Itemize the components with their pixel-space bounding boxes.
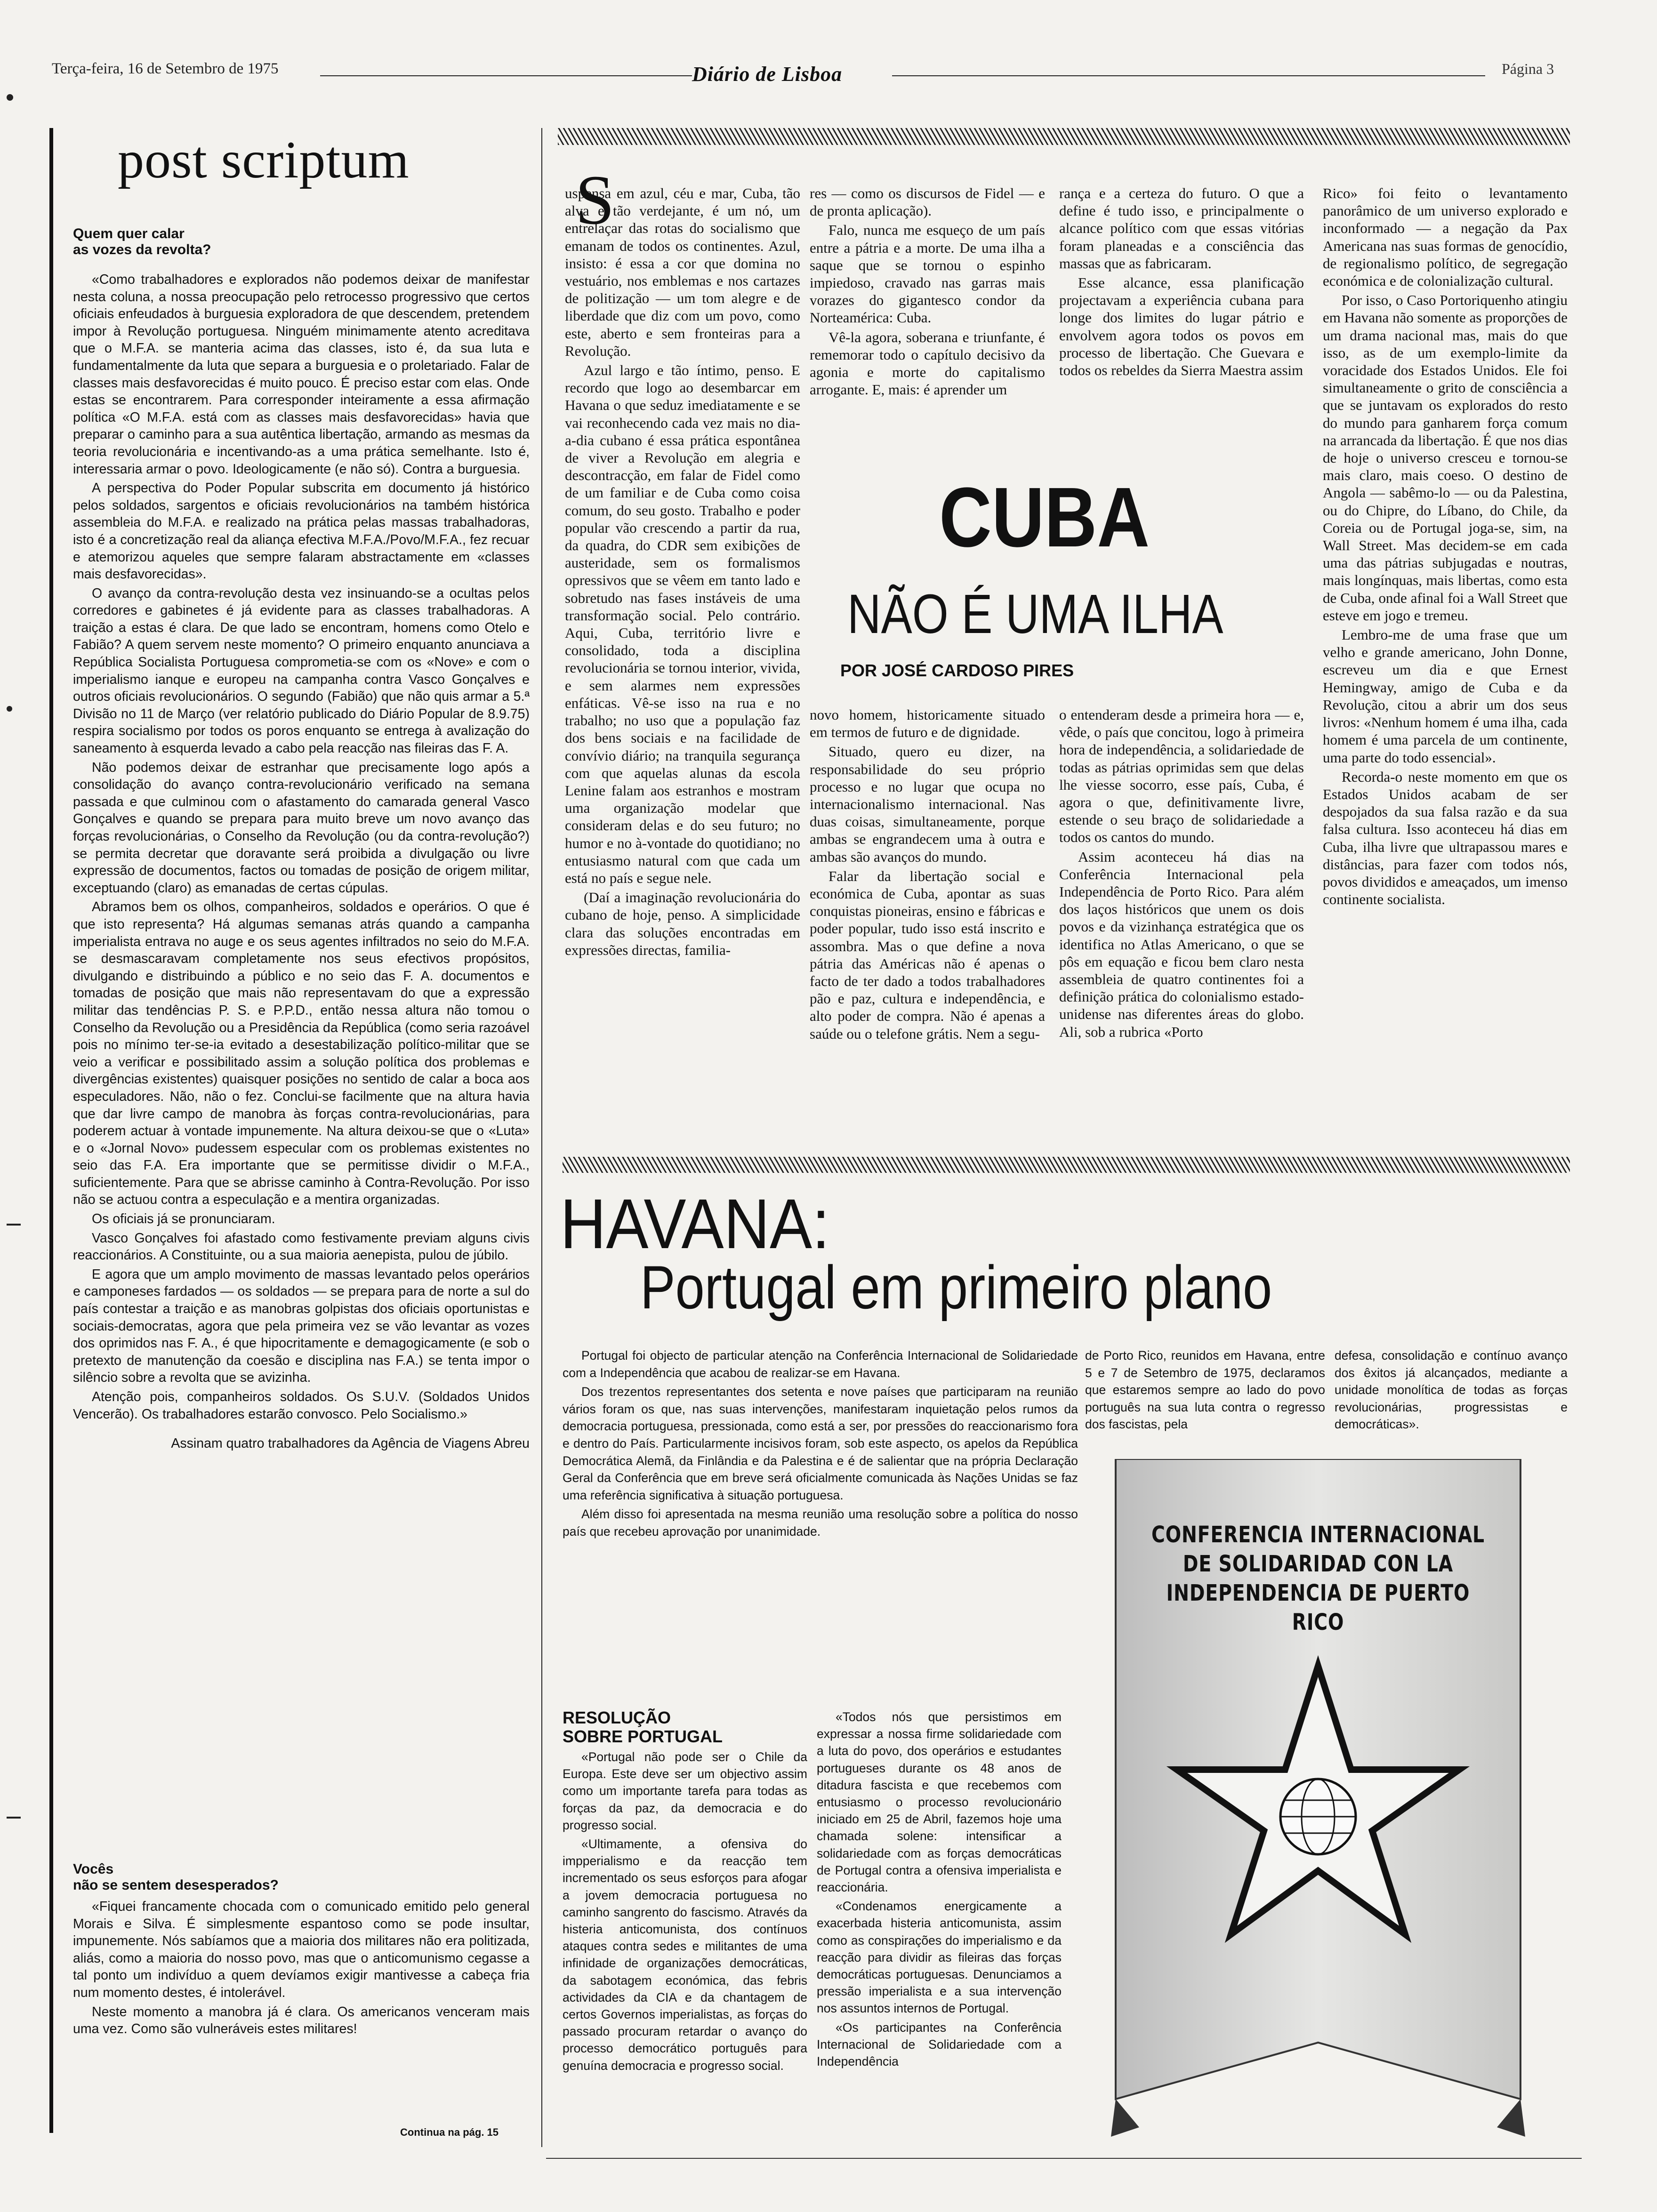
header-rule-right xyxy=(892,75,1485,76)
havana-intro xyxy=(563,1347,1078,1542)
paragraph: de Porto Rico, reunidos em Havana, entre 5 e 7 de Setembro de 1975, declaramos que estaremos sempre ao lado do povo português na sua luta contra o regresso dos fascistas, pela xyxy=(1085,1348,1325,1432)
paragraph: Não podemos deixar de estranhar que precisamente logo após a consolidação do avanço contra-revolucionário verificado na semana passada e que culminou com o afastamento do camarada general Vasco Gonçalves e quando se prepara para muito breve um novo avanço das forças revolucionárias, o Conselho da Revolução (ou da contra-revolução?) se permita decretar que doravante será proibida a divulgação ou livre expressão de documentos, factos ou tomadas de posição de origem militar, exceptuando (claro) as emanadas de certas cúpulas. xyxy=(73,760,530,896)
continued-note: Continua na pág. 15 xyxy=(400,2126,499,2138)
paragraph: «Os participantes na Conferência Internacional de Solidariedade com a Independência xyxy=(817,2020,1062,2069)
paragraph: «Condenamos energicamente a exacerbada histeria anticomunista, assim como as conspirações do imperialismo e da reacção para dividir as fileiras das forças democráticas portuguesas. Denunciamos a pressão imperialista e a sua intervenção nos assuntos internos de Portugal. xyxy=(817,1899,1062,2016)
paragraph: Os oficiais já se pronunciaram. xyxy=(92,1211,275,1227)
masthead: Diário de Lisboa xyxy=(692,63,843,86)
section-heading: não se sentem desesperados? xyxy=(73,1877,279,1893)
paragraph: Além disso foi apresentada na mesma reunião uma resolução sobre a política do nosso país que recebeu aprovação por unanimidade. xyxy=(563,1507,1078,1539)
cuba-subtitle: NÃO É UMA ILHA xyxy=(847,583,1223,645)
cuba-col-3-bottom xyxy=(1059,706,1304,1042)
havana-headline: HAVANA: xyxy=(560,1184,830,1263)
margin-mark xyxy=(7,1817,21,1819)
paragraph: novo homem, historicamente situado em termos de futuro e de dignidade. xyxy=(810,706,1045,741)
cuba-col-3-top xyxy=(1059,184,1304,381)
paragraph: Vasco Gonçalves foi afastado como festivamente previam alguns civis reaccionários. A Constituinte, ou a sua maioria aenepista, pulou de júbilo. xyxy=(73,1230,530,1263)
paragraph: «Ultimamente, a ofensiva do impperialismo e da reacção tem incrementado os seus esforços para afogar a jovem democracia portuguesa no caminho sangrento do fascismo. Através da histeria anticomunista, dos contínuos ataques contra sedes e militantes de uma infinidade de organizações democráticas, da sabotagem económica, das febris actividades da CIA e da chantagem de certos Governos imperialistas, as forças do passado procuram retardar o avanço do processo democrático português para genuína democracia e progresso social. xyxy=(563,1837,807,2073)
margin-mark xyxy=(7,706,12,712)
resolution-heading xyxy=(563,1708,817,1746)
paragraph: A perspectiva do Poder Popular subscrita em documento já histórico pelos soldados, sargentos e oficiais revolucionários na também histórica assembleia do M.F.A. e realizado na prática pelas massas trabalhadoras, isto é a concretização real da aliança efectiva M.F.A./Povo/M.F.A., fez recuar e atemorizou aqueles que sempre falaram abstractamente em «classes mais desfavorecidas». xyxy=(73,481,530,582)
paragraph: Azul largo e tão íntimo, penso. E recordo que logo ao desembarcar em Havana o que seduz imediatamente e se vai reconhecendo cada vez mais no dia-a-dia cubano é essa prática espontânea de viver a Revolução em alegria e descontracção, em falar de Fidel como de um familiar e de Cuba como coisa comum, do seu gosto. Trabalho e poder popular vão crescendo a partir da rua, da quadra, do CDR sem exibições de austeridade, sem os formalismos opressivos que se vêem em tanto lado e sobretudo nas fases instáveis de uma transformação social. Pelo contrário. Aqui, Cuba, território livre e consolidado, toda a disciplina revolucionária se tornou interior, vivida, e sem alarmes nem expressões enfáticas. Vê-se isso na rua e no trabalho; no uso que a população faz dos bens sociais e na facilidade de convívio diário; na tranquila segurança com que aquelas alunas da escola Lenine falam aos estranhos e mostram uma organização modelar que consideram delas e do seu futuro; no humor e no à-vontade do quotidiano; no entusiasmo natural com que cada um está no país e segue nele. xyxy=(565,362,800,886)
paragraph: Neste momento a manobra já é clara. Os americanos venceram mais uma vez. Como são vulneráveis estes militares! xyxy=(73,2004,530,2037)
paragraph: Falo, nunca me esqueço de um país entre a pátria e a morte. De uma ilha a saque que se tornou o espinho impiedoso, cravado nas garras mais vorazes do gigantesco condor da Norteamérica: Cuba. xyxy=(810,222,1045,326)
paragraph: uspensa em azul, céu e mar, Cuba, tão alva e tão verdejante, é um nó, um entrelaçar das rotas do socialismo que emanam de todos os continentes. Azul, insisto: é essa a cor que domina no vestuário, nos emblemas e nos cartazes de politização — um tom alegre e de liberdade que diz com um povo, como este, aberto e sem fronteiras para a Revolução. xyxy=(565,185,800,359)
margin-mark xyxy=(7,1224,21,1226)
cuba-col-2-bottom xyxy=(810,706,1045,1044)
decorative-band-middle xyxy=(563,1157,1570,1173)
column-divider xyxy=(541,128,542,2147)
paragraph: Por isso, o Caso Portoriquenho atingiu em Havana não somente as proporções de um drama nacional mas, mais do que isso, as de um exemplo-limite da voracidade dos Estados Unidos. Ele foi simultaneamente o grito de consciência a que se juntavam os explorados do resto do mundo para ganharem força comum na arrancada da libertação. É que nos dias de hoje o universo cresceu e tornou-se mais claro, mais coeso. O destino de Angola — sabêmo-lo — ou da Palestina, ou do Chipre, do Líbano, do Chile, da Coreia ou de Portugal joga-se, sim, na Wall Street. Mas decidem-se em cada uma das pátrias subjugadas e noutras, mais longínquas, mais libertas, como esta de Cuba, onde afinal foi a Wall Street que esteve em jogo e tremeu. xyxy=(1323,292,1568,624)
header-rule-left xyxy=(320,75,692,76)
cuba-byline: POR JOSÉ CARDOSO PIRES xyxy=(840,661,1074,680)
post-scriptum-section-2 xyxy=(73,1861,530,2040)
resolution-heading-line: RESOLUÇÃO xyxy=(563,1708,671,1727)
paragraph: «Como trabalhadores e explorados não podemos deixar de manifestar nesta coluna, a nossa preocupação pelo retrocesso progressivo que certos oficiais enfeudados à burguesia exploradora de que descendem, pretendem impor à Revolução portuguesa. Ninguém minimamente atento acreditava que o M.F.A. se manteria acima das classes, isto é, da sua luta e fundamentalmente da luta que separa a burguesia e o proletariado. Falar de classes mais desfavorecidas é muito pouco. É preciso estar com elas. Onde estas se encontrarem. Para corresponder inteiramente a essa afirmação política «O M.F.A. está com as classes mais desfavorecidas» havia que preparar o caminho para a sua autêntica libertação, armando as mesmas da teoria revolucionária e incentivando-as a uma prática semelhante. Isto é, interessaria armar o povo. Ideologicamente (e não só). Contra a burguesia. xyxy=(73,272,530,477)
paragraph: res — como os discursos de Fidel — e de pronta aplicação). xyxy=(810,185,1045,219)
paragraph: Lembro-me de uma frase que um velho e grande americano, John Donne, escreveu um dia e que Ernest Hemingway, amigo de Cuba e da Revolução, citou a abrir um dos seus livros: «Nenhum homem é uma ilha, cada homem é uma parcela de um continente, uma parte do todo essencial». xyxy=(1323,626,1568,766)
paragraph: Recorda-o neste momento em que os Estados Unidos acabam de ser despojados da sua falsa razão e da sua falsa cultura. Isso aconteceu há dias em Cuba, ilha livre que ultrapassou mares e distâncias, para fazer com todos nós, povos divididos e ameaçados, um imenso continente socialista. xyxy=(1323,768,1568,908)
post-scriptum-title: post scriptum xyxy=(118,131,410,189)
resolution-col-1 xyxy=(563,1748,807,2076)
banner-line: DE SOLIDARIDAD CON LA xyxy=(1182,1551,1454,1577)
paragraph: Esse alcance, essa planificação projectavam a experiência cubana para longe dos limites do lugar pátrio e envolvem agora todos os povos em processo de libertação. Che Guevara e todos os rebeldes da Sierra Maestra assim xyxy=(1059,274,1304,379)
paragraph: «Todos nós que persistimos em expressar a nossa firme solidariedade com a luta do povo, dos operários e estudantes portugueses durante os 48 anos de ditadura fascista e que recebemos com entusiasmo o processo revolucionário iniciado em 25 de Abril, fazemos hoje uma chamada solene: intensificar a solidariedade com as forças democráticas de Portugal contra a ofensiva imperialista e reaccionária. xyxy=(817,1710,1062,1895)
section-heading: Quem quer calar xyxy=(73,226,185,241)
cuba-col-1 xyxy=(565,184,800,961)
paragraph: Assim aconteceu há dias na Conferência Internacional pela Independência de Porto Rico. Para além dos laços históricos que unem os dois povos e da vizinhança estratégica que os identifica no Atlas Americano, o que se pôs em equação e ficou bem claro nesta assembleia de quatro continentes foi a definição prática do colonialismo estado-unidense nas diferentes áreas do globo. Ali, sob a rubrica «Porto xyxy=(1059,848,1304,1040)
paragraph: «Portugal não pode ser o Chile da Europa. Este deve ser um objectivo assim como um importante tarefa para todas as forças da paz, da democracia e do progresso social. xyxy=(563,1750,807,1832)
paragraph: Atenção pois, companheiros soldados. Os S.U.V. (Soldados Unidos Vencerão). Os trabalhadores estarão convosco. Pelo Socialismo.» xyxy=(73,1389,530,1422)
section-heading: as vozes da revolta? xyxy=(73,242,211,257)
paragraph: Situado, quero eu dizer, na responsabilidade do seu próprio processo e no lugar que ocupa no internacionalismo internacional. Nas duas coisas, simultaneamente, porque ambas se engrandecem uma à outra e ambas são avanços do mundo. xyxy=(810,743,1045,865)
paragraph: O avanço da contra-revolução desta vez insinuando-se a ocultas pelos corredores e gabinetes é já evidente para as classes trabalhadoras. A traição a estas é clara. De que lado se encontram, homens como Otelo e Fabião? A quem servem neste momento? O primeiro enquanto anunciava a República Socialista Portuguesa comprometia-se com os «Nove» e com o imperialismo ianque e europeu na campanha contra Vasco Gonçalves e outros oficiais revolucionários. O segundo (Fabião) que não quis armar a 5.ª Divisão no 11 de Março (ver relatório publicado do Diário Popular de 8.9.75) respira socialismo por todos os poros enquanto se entrega à avalização do saneamento à esquerda levado a cabo pela reacção nas fileiras das F. A. xyxy=(73,585,530,756)
paragraph: Portugal foi objecto de particular atenção na Conferência Internacional de Solidariedade com a Independência que acabou de realizar-se em Havana. xyxy=(563,1348,1078,1380)
paragraph: defesa, consolidação e contínuo avanço dos êxitos já alcançados, mediante a unidade monolítica de todas as forças revolucionárias, progressistas e democráticas». xyxy=(1335,1348,1568,1432)
drop-cap: S xyxy=(575,161,615,239)
post-scriptum-section-1 xyxy=(73,226,530,1452)
page-bottom-rule xyxy=(546,2158,1582,2159)
conference-banner xyxy=(1111,1459,1525,2071)
issue-date: Terça-feira, 16 de Setembro de 1975 xyxy=(52,60,279,77)
havana-right-col-b xyxy=(1335,1347,1568,1435)
signature: Assinam quatro trabalhadores da Agência de Viagens Abreu xyxy=(171,1436,530,1451)
havana-subheadline: Portugal em primeiro plano xyxy=(640,1253,1272,1322)
havana-right-col-a xyxy=(1085,1347,1325,1435)
paragraph: E agora que um amplo movimento de massas levantado pelos operários e camponeses fardados — os soldados — se prepara para de norte a sul do país contestar a traição e as manobras golpistas dos oficiais oportunistas e sociais-democratas, agora que pela primeira vez se vão levantar as vozes dos oprimidos nas F. A., é que hipocritamente e demagogicamente (e sob o pretexto de manutenção da coesão e disciplina nas F.A.) se tenta impor o silêncio sobre a revolta que se avizinha. xyxy=(73,1266,530,1386)
cuba-title: CUBA xyxy=(939,470,1150,565)
margin-mark xyxy=(7,94,13,101)
banner-line: CONFERENCIA INTERNACIONAL xyxy=(1151,1522,1485,1548)
cuba-col-2-top xyxy=(810,184,1045,400)
banner-line: INDEPENDENCIA DE PUERTO RICO xyxy=(1166,1580,1470,1635)
paragraph: (Daí a imaginação revolucionária do cubano de hoje, penso. A simplicidade clara das soluções encontradas em expressões directas, familia- xyxy=(565,889,800,958)
decorative-band-top xyxy=(558,128,1570,145)
paragraph: Abramos bem os olhos, companheiros, soldados e operários. O que é que isto representa? Há algumas semanas atrás quando a campanha imperialista entrava no auge e os seus agentes infiltrados no seio do M.F.A. se desmascaravam completamente nos seus efectivos propósitos, divulgando e distribuindo a público e no seio das F. A. documentos e tomadas de posição que mais não representavam do que a expressão militar das tendências P. S. e P.P.D., então nessa altura não tomou o Conselho da Revolução ou a Presidência da República (como seria razoável pois no mínimo ter-se-ia evitado a desestabilização político-militar que se veio a verificar e possibilitado assim a solução política dos problemas e divergências existentes) quaisquer posições no sentido de calar a boca aos especuladores. Não, não o fez. Conclui-se facilmente que na altura havia que dar livre campo de manobra às forças contra-revolucionárias, para poderem actuar à vontade impunemente. Na altura deixou-se que o «Luta» e o «Jornal Novo» pudessem especular com os problemas existentes no seio das F.A. Era importante que se permitisse dividir o M.F.A., suficientemente. Para que se abrisse caminho à Contra-Revolução. Por isso não se actuou contra a especulação e a mentira organizadas. xyxy=(73,899,530,1208)
paragraph: Vê-la agora, soberana e triunfante, é rememorar todo o capítulo decisivo da agonia e morte do capitalismo arrogante. E, mais: é aprender um xyxy=(810,329,1045,398)
tassel-icon xyxy=(1111,2099,1525,2137)
paragraph: Rico» foi feito o levantamento panorâmico de um universo explorado e inconformado — a negação da Pax Americana nas suas formas de genocídio, de regionalismo político, de segregação económica e de colonialização cultural. xyxy=(1323,185,1568,289)
paragraph: «Fiquei francamente chocada com o comunicado emitido pelo general Morais e Silva. É simplesmente espantoso como se pode insultar, impunemente. Nós sabíamos que a maioria dos militares não era politizada, aliás, como a maioria do nosso povo, mas que o anticomunismo cegasse a tal ponto um indivíduo a quem devíamos exigir mantivesse a cabeça fria num momento destes, é intolerável. xyxy=(73,1899,530,2000)
resolution-heading-line: SOBRE PORTUGAL xyxy=(563,1727,723,1746)
resolution-col-2 xyxy=(817,1708,1062,2072)
paragraph: Falar da libertação social e económica de Cuba, apontar as suas conquistas pioneiras, ensino e fábricas e poder popular, tudo isso está inscrito e assombra. Mas o que define a nova pátria das Américas não é apenas o facto de ter dado a todos trabalhadores pão e paz, cultura e independência, e alto poder de compra. Não é apenas a saúde ou o telefone grátis. Nem a segu- xyxy=(810,867,1045,1042)
paragraph: rança e a certeza do futuro. O que a define é tudo isso, e principalmente o alcance político com que essas vitórias foram planeadas e a consciência das massas que as fabricaram. xyxy=(1059,185,1304,272)
paragraph: o entenderam desde a primeira hora — e, vêde, o país que concitou, logo à primeira hora de independência, a solidariedade de todas as pátrias oprimidas sem que delas lhe viesse socorro, esse país, Cuba, é agora o que, definitivamente livre, estende o seu braço de solidariedade a todos os cantos do mundo. xyxy=(1059,706,1304,846)
section-heading: Vocês xyxy=(73,1861,114,1877)
post-scriptum-rule xyxy=(49,128,53,2133)
paragraph: Dos trezentos representantes dos setenta e nove países que participaram na reunião vários foram os que, nas suas intervenções, manifestaram inquietação pelos rumos da democracia portuguesa, pressionada, como está a ser, por pressões do reaccionarismo fora e dentro do País. Particularmente incisivos foram, sob este aspecto, os apelos da República Democrática Alemã, da Finlândia e da Palestina e é de salientar que na própria Declaração Geral da Conferência que em breve será oficialmente comunicada às Nações Unidas se faz uma referência significativa à situação portuguesa. xyxy=(563,1385,1078,1502)
banner-text-block xyxy=(1111,1520,1525,1637)
page-number: Página 3 xyxy=(1502,60,1554,77)
cuba-col-4 xyxy=(1323,184,1568,910)
